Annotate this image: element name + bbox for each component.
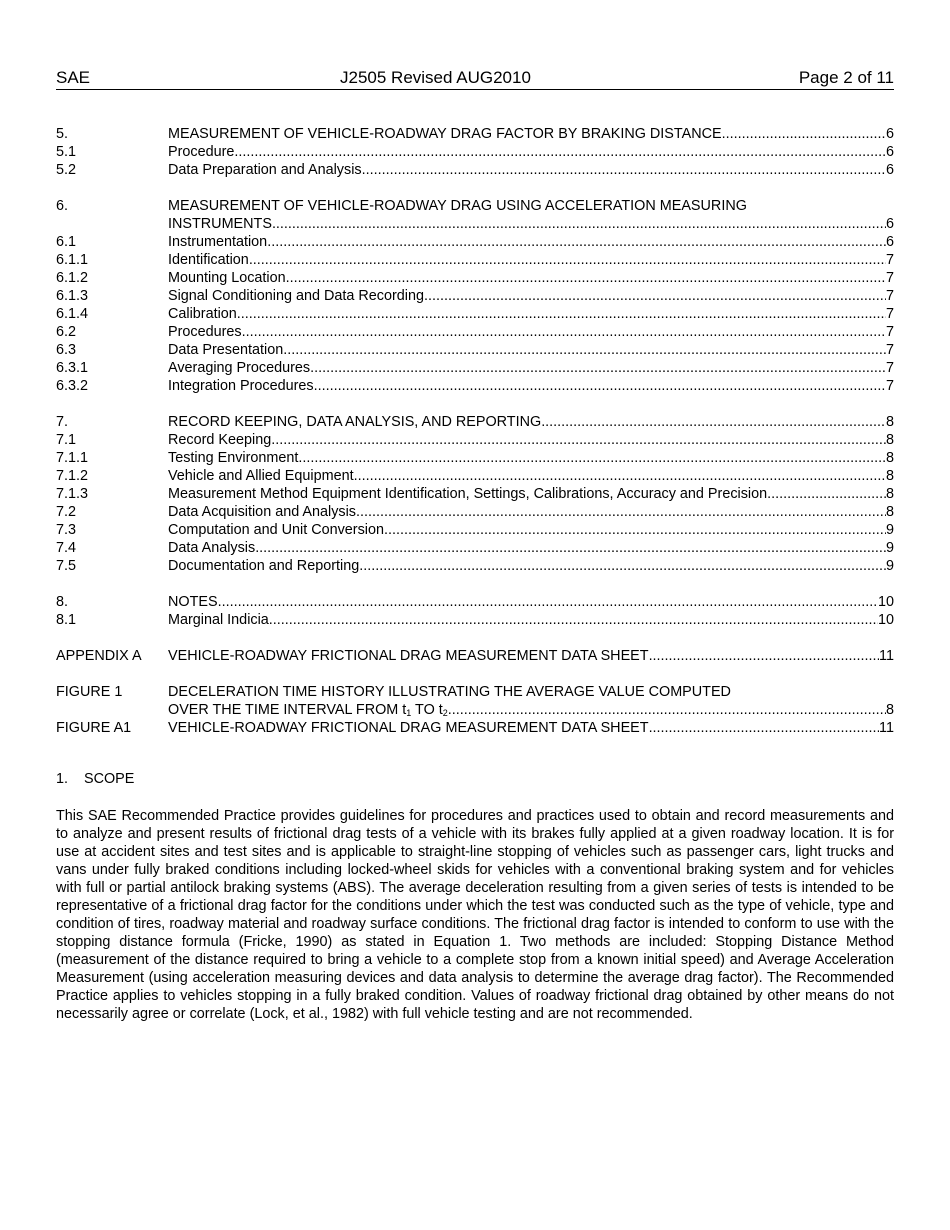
toc-title: NOTES — [168, 594, 218, 610]
toc-page: 7 — [885, 270, 894, 286]
toc-title: Procedure — [168, 144, 235, 160]
toc-title: Data Analysis — [168, 540, 256, 556]
toc-title: RECORD KEEPING, DATA ANALYSIS, AND REPORTING — [168, 414, 542, 430]
toc-entry — [56, 377, 894, 395]
toc-page: 9 — [885, 522, 894, 538]
toc-title: Data Preparation and Analysis — [168, 162, 362, 178]
toc-page: 7 — [885, 378, 894, 394]
toc-title: Calibration — [168, 306, 237, 322]
toc-page: 7 — [885, 360, 894, 376]
toc-number: APPENDIX A — [56, 648, 142, 664]
toc-number: 6.1.3 — [56, 288, 89, 304]
toc-page: 7 — [885, 306, 894, 322]
toc-number: 7.1.1 — [56, 450, 89, 466]
toc-number: 7.1.2 — [56, 468, 89, 484]
toc-entry — [56, 233, 894, 251]
toc-page: 10 — [877, 612, 894, 628]
header-doc-id: J2505 Revised AUG2010 — [340, 68, 531, 87]
toc-entry — [56, 359, 894, 377]
section-heading — [56, 770, 134, 788]
toc-title: Signal Conditioning and Data Recording — [168, 288, 425, 304]
toc-page: 6 — [885, 216, 894, 232]
toc-number: 6.3 — [56, 342, 77, 358]
toc-title: Instrumentation — [168, 234, 268, 250]
toc-title: Computation and Unit Conversion — [168, 522, 384, 538]
toc-entry — [56, 719, 894, 737]
toc-entry — [56, 269, 894, 287]
toc-page: 8 — [885, 486, 894, 502]
toc-number: 6.1.1 — [56, 252, 89, 268]
toc-title: VEHICLE-ROADWAY FRICTIONAL DRAG MEASUREMENT DATA SHEET — [168, 648, 649, 664]
toc-number: 5. — [56, 126, 69, 142]
toc-number: 6.1.2 — [56, 270, 89, 286]
toc-entry — [56, 413, 894, 431]
toc-title: MEASUREMENT OF VEHICLE-ROADWAY DRAG FACTOR BY BRAKING DISTANCE — [168, 126, 722, 142]
header-page-number: Page 2 of 11 — [798, 68, 894, 87]
toc-title: INSTRUMENTS — [168, 216, 272, 232]
toc-entry — [56, 305, 894, 323]
toc-title: Data Acquisition and Analysis — [168, 504, 356, 520]
toc-title: Integration Procedures — [168, 378, 314, 394]
page-header — [56, 67, 894, 90]
toc-entry — [56, 467, 894, 485]
toc-entry — [56, 197, 894, 215]
toc-title: Measurement Method Equipment Identification, Settings, Calibrations, Accuracy and Precision — [168, 486, 768, 502]
toc-page: 8 — [885, 450, 894, 466]
toc-entry — [56, 287, 894, 305]
toc-page: 11 — [879, 648, 894, 664]
toc-page: 6 — [885, 162, 894, 178]
toc-number: 6.1.4 — [56, 306, 89, 322]
toc-entry-continuation — [56, 215, 894, 233]
toc-page: 8 — [885, 468, 894, 484]
toc-title: Mounting Location — [168, 270, 286, 286]
toc-number: 6.3.1 — [56, 360, 89, 376]
toc-title: Vehicle and Allied Equipment — [168, 468, 354, 484]
toc-title: Testing Environment — [168, 450, 299, 466]
toc-entry — [56, 341, 894, 359]
toc-number: 8. — [56, 594, 69, 610]
toc-page: 6 — [885, 144, 894, 160]
toc-title: Documentation and Reporting — [168, 558, 360, 574]
section-number: 1. — [56, 771, 69, 787]
toc-entry — [56, 485, 894, 503]
toc-title-line1: DECELERATION TIME HISTORY ILLUSTRATING THE AVERAGE VALUE COMPUTED — [168, 684, 731, 700]
header-org: SAE — [56, 68, 91, 87]
toc-number: 7.4 — [56, 540, 77, 556]
toc-title-line1: MEASUREMENT OF VEHICLE-ROADWAY DRAG USING ACCELERATION MEASURING — [168, 198, 747, 214]
toc-title: Data Presentation — [168, 342, 284, 358]
toc-number: 7.1 — [56, 432, 77, 448]
toc-page: 8 — [885, 504, 894, 520]
toc-title: OVER THE TIME INTERVAL FROM $t_1$ TO $t_2$. — [168, 702, 452, 718]
toc-page: 11 — [879, 720, 894, 736]
toc-entry — [56, 521, 894, 539]
toc-page: 7 — [885, 342, 894, 358]
toc-page: 7 — [885, 324, 894, 340]
toc-entry — [56, 611, 894, 629]
toc-page: 9 — [885, 558, 894, 574]
toc-title: Averaging Procedures — [168, 360, 311, 376]
toc-entry — [56, 683, 894, 701]
toc-entry — [56, 593, 894, 611]
toc-entry — [56, 323, 894, 341]
toc-page: 9 — [885, 540, 894, 556]
toc-number: FIGURE 1 — [56, 684, 123, 700]
toc-number: 5.1 — [56, 144, 77, 160]
toc-entry — [56, 251, 894, 269]
subscript-2: 2 — [442, 708, 448, 718]
toc-number: 6.3.2 — [56, 378, 89, 394]
toc-page: 10 — [877, 594, 894, 610]
toc-number: 7. — [56, 414, 69, 430]
toc-number: 5.2 — [56, 162, 77, 178]
toc-title: Procedures — [168, 324, 242, 340]
scope-paragraph: This SAE Recommended Practice provides guidelines for procedures and practices used to obtain and record measurements and to analyze and present results of frictional drag tests of a vehicle with its brakes fully applied at a given roadway location. It is for use at accident sites and test sites and is applicable to straight-line stopping of vehicles such as passenger cars, light trucks and vans under fully braked conditions including locked-wheel skids for vehicles with a conventional braking system and for vehicles with full or partial antilock braking systems (ABS). The average deceleration resulting from a given series of tests is intended to be representative of a frictional drag factor for the conditions under which the test was conducted such as the type of vehicle, type and condition of tires, roadway material and roadway surface conditions. The frictional drag factor is intended to conform to use with the stopping distance formula (Fricke, 1990) as stated in Equation 1. Two methods are included: Stopping Distance Method (measurement of the distance required to bring a vehicle to a complete stop from a known initial speed) and Average Acceleration Measurement (using acceleration measuring devices and data analysis to determine the average drag factor). The Recommended Practice applies to vehicles stopping in a fully braked condition. Values of roadway frictional drag obtained by other means do not necessarily agree or correlate (Lock, et al., 1982) with full vehicle testing and are not recommended. — [56, 808, 894, 1022]
toc-number: 7.3 — [56, 522, 77, 538]
toc-entry — [56, 431, 894, 449]
toc-entry — [56, 125, 894, 143]
toc-number: 7.2 — [56, 504, 77, 520]
toc-entry — [56, 539, 894, 557]
toc-number: 6.1 — [56, 234, 77, 250]
section-title: SCOPE — [84, 771, 135, 787]
toc-entry — [56, 557, 894, 575]
toc-title: Record Keeping — [168, 432, 272, 448]
toc-page: 8 — [885, 702, 894, 718]
toc-title: Identification — [168, 252, 249, 268]
toc-page: 6 — [885, 234, 894, 250]
toc-page: 6 — [885, 126, 894, 142]
toc-number: FIGURE A1 — [56, 720, 132, 736]
toc-page: 8 — [885, 414, 894, 430]
subscript-1: 1 — [406, 708, 412, 718]
toc-page: 7 — [885, 288, 894, 304]
toc-title: VEHICLE-ROADWAY FRICTIONAL DRAG MEASUREMENT DATA SHEET — [168, 720, 649, 736]
toc-entry — [56, 449, 894, 467]
toc-number: 7.1.3 — [56, 486, 89, 502]
toc-title: Marginal Indicia — [168, 612, 269, 628]
toc-page: 8 — [885, 432, 894, 448]
toc-entry — [56, 503, 894, 521]
toc-page: 7 — [885, 252, 894, 268]
toc-number: 7.5 — [56, 558, 77, 574]
toc-number: 8.1 — [56, 612, 77, 628]
table-of-contents — [56, 125, 894, 737]
toc-entry — [56, 161, 894, 179]
toc-number: 6.2 — [56, 324, 77, 340]
toc-entry-continuation — [56, 701, 894, 719]
toc-number: 6. — [56, 198, 69, 214]
toc-entry — [56, 647, 894, 665]
toc-entry — [56, 143, 894, 161]
